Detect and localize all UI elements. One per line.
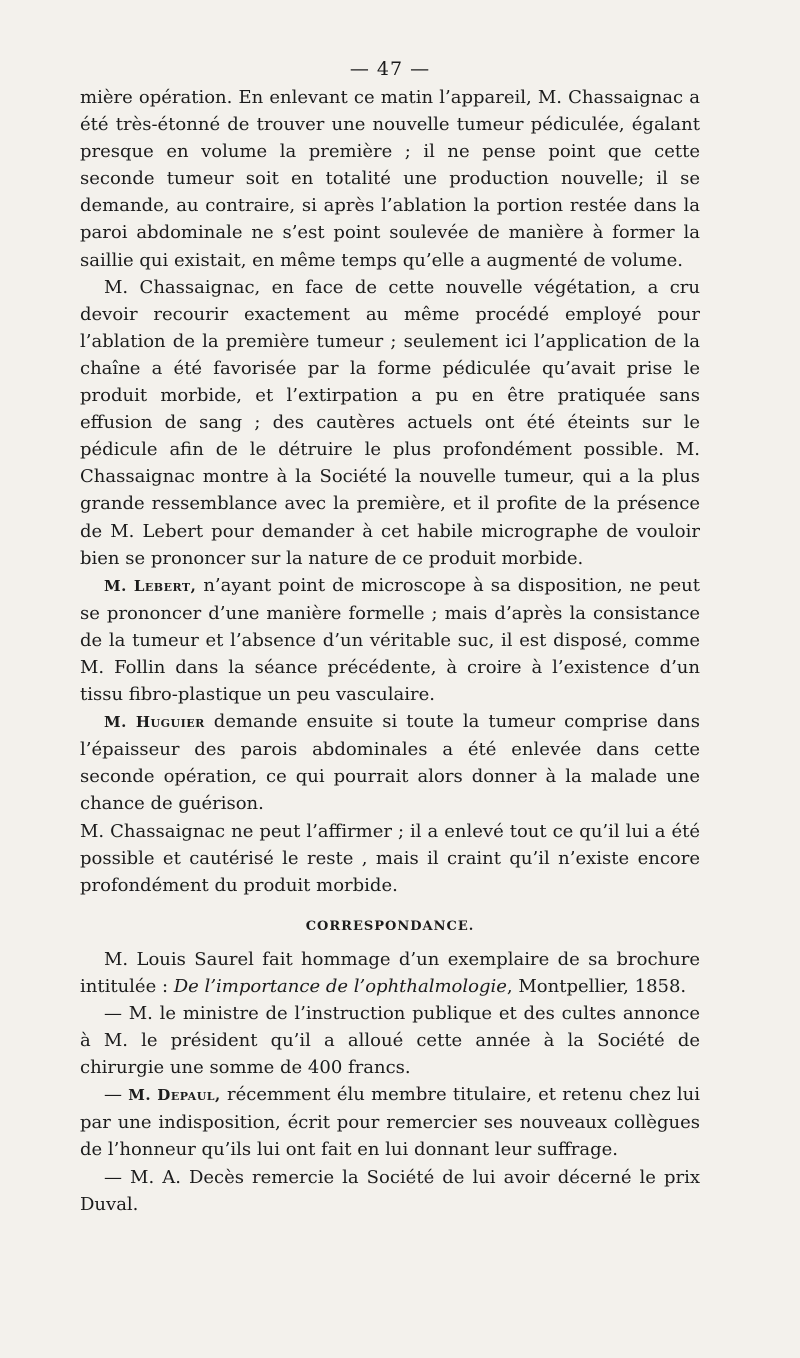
paragraph-8-text: récemment élu membre titulaire, et retenu chez lui par une indisposition, écrit pour remercier ses nouveaux collègues de l’honneur qu’ils lui ont fait en lui donnant leur suffrage. — [80, 1084, 700, 1161]
brochure-title: De l’importance de l’ophthalmologie — [173, 975, 507, 997]
paragraph-1: mière opération. En enlevant ce matin l’appareil, M. Chassaignac a été très-étonné de trouver une nouvelle tumeur pédiculée, égalant presque en volume la première ; il ne pense point que cette seconde tumeur soit en totalité une production nouvelle; il se demande, au contraire, si après l’ablation la portion restée dans la paroi abdominale ne s’est point soulevée de manière à former la saillie qui existait, en même temps qu’elle a augmenté de volume. — [80, 87, 700, 271]
paragraph-7: — M. le ministre de l’instruction publique et des cultes annonce à M. le président qu’il a alloué cette année à la Société de chirurgie une somme de 400 francs. — [80, 1003, 700, 1079]
section-heading: CORRESPONDANCE. — [305, 918, 475, 934]
paragraph-5: M. Chassaignac ne peut l’affirmer ; il a enlevé tout ce qu’il lui a été possible et cautérisé le reste , mais il craint qu’il n’existe encore profondément du produit morbide. — [80, 820, 700, 896]
speaker-depaul: M. Depaul, — [128, 1086, 221, 1105]
paragraph-2: M. Chassaignac, en face de cette nouvelle végétation, a cru devoir recourir exactement au même procédé employé pour l’ablation de la première tumeur ; seulement ici l’application de la chaîne a été favorisée par la forme pédiculée qu’avait prise le produit morbide, et l’extirpation a pu en être pratiquée sans effusion de sang ; des cautères actuels ont été éteints sur le pédicule afin de le détruire le plus profondément possible. M. Chassaignac montre à la Société la nouvelle tumeur, qui a la plus grande ressemblance avec la première, et il profite de la présence de M. Lebert pour demander à cet habile micrographe de vouloir bien se prononcer sur la nature de ce produit morbide. — [80, 276, 700, 569]
paragraph-3-text: n’ayant point de microscope à sa disposition, ne peut se prononcer d’une manière formelle ; mais d’après la consistance de la tumeur et l’absence d’un véritable suc, il est disposé, comme M. Follin dans la séance précédente, à croire à l’existence d’un tissu fibro-plastique un peu vasculaire. — [80, 574, 700, 706]
paragraph-3 — [80, 572, 700, 708]
page-number: — 47 — — [349, 58, 431, 80]
paragraph-8-dash: — — [104, 1084, 129, 1106]
speaker-huguier: M. Huguier — [104, 713, 205, 732]
paragraph-6-text-a: M. Louis Saurel fait hommage d’un exemplaire de sa brochure intitulée : — [80, 948, 700, 997]
paragraph-6-text-b: , Montpellier, 1858. — [506, 975, 687, 997]
paragraph-4 — [80, 708, 700, 817]
paragraph-6 — [80, 946, 700, 1000]
speaker-lebert: M. Lebert, — [104, 576, 197, 595]
document-page — [80, 58, 700, 1218]
paragraph-9: — M. A. Decès remercie la Société de lui avoir décerné le prix Duval. — [80, 1166, 700, 1215]
paragraph-8 — [80, 1081, 700, 1163]
paragraph-4-text: demande ensuite si toute la tumeur comprise dans l’épaisseur des parois abdominales a été enlevée dans cette seconde opération, ce qui pourrait alors donner à la malade une chance de guérison. — [80, 711, 700, 815]
